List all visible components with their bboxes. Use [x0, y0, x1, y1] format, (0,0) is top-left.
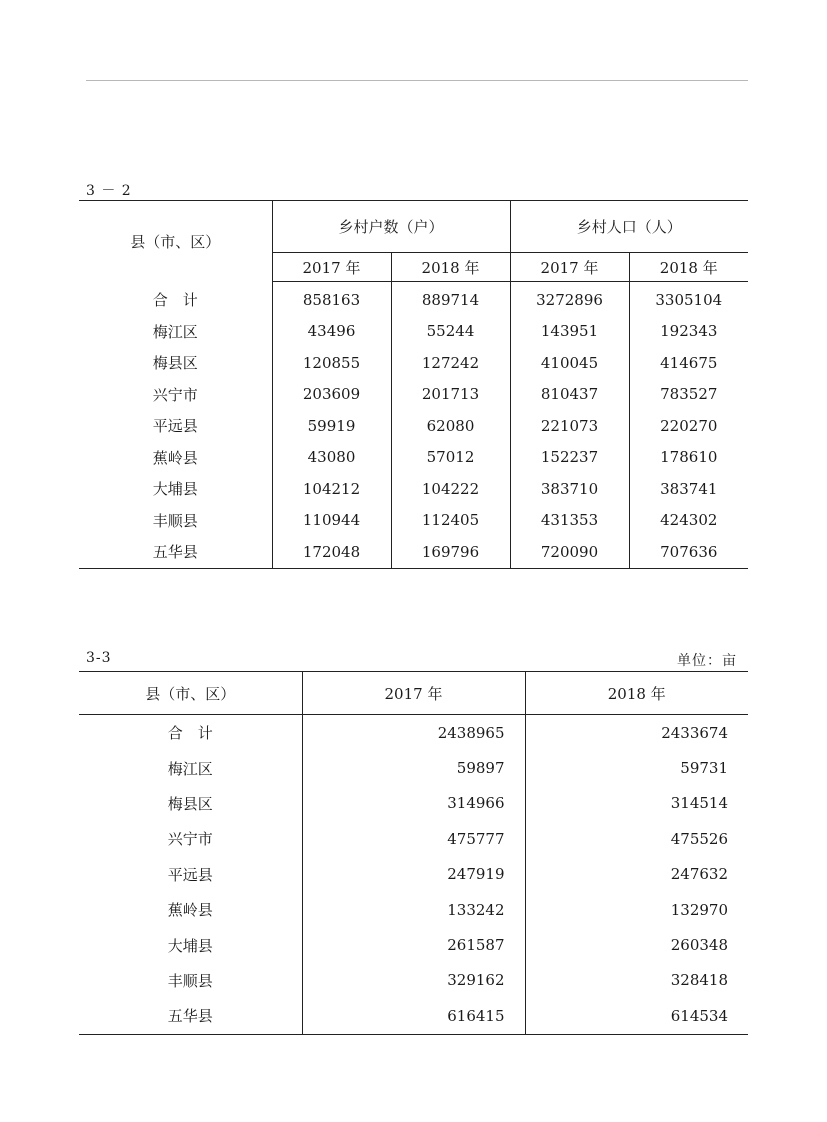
value-2017: 247919 [302, 857, 525, 892]
population-2017: 3272896 [510, 282, 629, 316]
population-2018: 424302 [660, 511, 718, 530]
table-3-2 [79, 200, 748, 569]
population-2018: 707636 [660, 542, 718, 561]
households-2018: 169796 [391, 536, 510, 568]
table-row [79, 927, 748, 962]
table-row [79, 347, 748, 379]
table-row [79, 379, 748, 411]
table-row [79, 715, 748, 751]
population-2017: 431353 [510, 505, 629, 537]
population-2018-header: 2018 年 [629, 253, 748, 282]
households-2017-header: 2017 年 [272, 253, 391, 282]
table-row [79, 505, 748, 537]
county-name: 蕉岭县 [79, 442, 272, 474]
table-row [79, 282, 748, 316]
value-2018: 2433674 [661, 723, 728, 742]
table-3-2-label: 3 － 2 [86, 183, 132, 199]
value-2017: 59897 [302, 750, 525, 785]
county-name: 梅县区 [79, 347, 272, 379]
households-2018-header: 2018 年 [391, 253, 510, 282]
households-2018: 57012 [391, 442, 510, 474]
table-3-3 [79, 671, 748, 1035]
table-row [79, 857, 748, 892]
county-name: 合 计 [79, 715, 302, 751]
county-name: 合 计 [79, 282, 272, 316]
value-2017: 616415 [302, 998, 525, 1034]
county-name: 大埔县 [79, 473, 272, 505]
households-2017: 104212 [272, 473, 391, 505]
county-header: 县（市、区） [79, 201, 272, 282]
header-rule [86, 80, 748, 81]
value-2017: 133242 [302, 892, 525, 927]
county-name: 梅江区 [79, 750, 302, 785]
population-2018: 783527 [660, 385, 718, 404]
value-2018: 59731 [680, 759, 728, 778]
county-name: 五华县 [79, 536, 272, 568]
population-2018: 3305104 [655, 290, 723, 309]
county-name: 五华县 [79, 998, 302, 1034]
county-name: 平远县 [79, 857, 302, 892]
value-2018: 132970 [670, 900, 728, 919]
households-2017: 858163 [272, 282, 391, 316]
population-2017: 383710 [510, 473, 629, 505]
county-name: 丰顺县 [79, 505, 272, 537]
households-2017: 120855 [272, 347, 391, 379]
table-row [79, 786, 748, 821]
unit-label: 单位：亩 [677, 653, 737, 669]
county-name: 平远县 [79, 410, 272, 442]
population-2017: 810437 [510, 379, 629, 411]
households-2017: 43080 [272, 442, 391, 474]
table-row [79, 892, 748, 927]
households-2017: 110944 [272, 505, 391, 537]
table-row [79, 316, 748, 348]
table-row [79, 473, 748, 505]
population-2017: 152237 [510, 442, 629, 474]
table-row [79, 998, 748, 1034]
value-2017: 314966 [302, 786, 525, 821]
population-2018: 192343 [660, 322, 718, 341]
population-group-header: 乡村人口（人） [510, 201, 748, 253]
value-2017: 2438965 [302, 715, 525, 751]
households-2018: 104222 [391, 473, 510, 505]
table-row [79, 536, 748, 568]
value-2018: 247632 [670, 865, 728, 884]
value-2018: 328418 [670, 971, 728, 990]
county-name: 梅江区 [79, 316, 272, 348]
value-2018: 475526 [670, 829, 728, 848]
value-2018: 260348 [670, 936, 728, 955]
population-2018: 220270 [660, 416, 718, 435]
year-2018-header: 2018 年 [525, 672, 748, 715]
population-2017: 143951 [510, 316, 629, 348]
households-2017: 59919 [272, 410, 391, 442]
households-2017: 172048 [272, 536, 391, 568]
county-name: 丰顺县 [79, 963, 302, 998]
households-2018: 127242 [391, 347, 510, 379]
population-2017-header: 2017 年 [510, 253, 629, 282]
county-name: 梅县区 [79, 786, 302, 821]
county-name: 兴宁市 [79, 821, 302, 856]
households-2018: 201713 [391, 379, 510, 411]
county-name: 蕉岭县 [79, 892, 302, 927]
table-row [79, 821, 748, 856]
county-name: 兴宁市 [79, 379, 272, 411]
year-2017-header: 2017 年 [302, 672, 525, 715]
table-row [79, 410, 748, 442]
county-header: 县（市、区） [79, 672, 302, 715]
population-2017: 720090 [510, 536, 629, 568]
value-2018: 314514 [670, 794, 728, 813]
population-2017: 410045 [510, 347, 629, 379]
table-3-3-label: 3-3 [86, 650, 112, 666]
table-row [79, 442, 748, 474]
households-2018: 62080 [391, 410, 510, 442]
value-2017: 261587 [302, 927, 525, 962]
population-2018: 383741 [660, 479, 718, 498]
county-name: 大埔县 [79, 927, 302, 962]
table-row [79, 963, 748, 998]
households-2018: 889714 [391, 282, 510, 316]
households-2017: 43496 [272, 316, 391, 348]
households-2017: 203609 [272, 379, 391, 411]
value-2018: 614534 [670, 1006, 728, 1025]
table-row [79, 750, 748, 785]
households-2018: 112405 [391, 505, 510, 537]
households-group-header: 乡村户数（户） [272, 201, 510, 253]
population-2018: 414675 [660, 353, 718, 372]
value-2017: 475777 [302, 821, 525, 856]
population-2018: 178610 [660, 448, 718, 467]
population-2017: 221073 [510, 410, 629, 442]
households-2018: 55244 [391, 316, 510, 348]
value-2017: 329162 [302, 963, 525, 998]
